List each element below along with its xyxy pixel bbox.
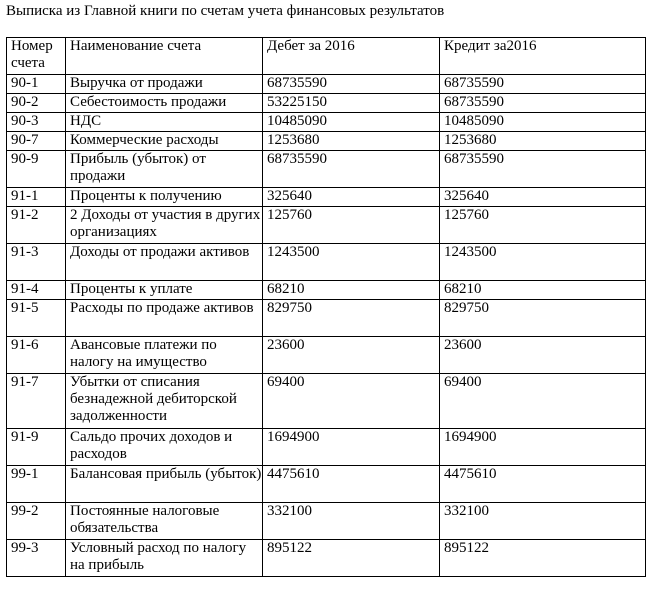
cell-credit: 4475610 bbox=[440, 466, 646, 503]
cell-credit: 68735590 bbox=[440, 151, 646, 188]
cell-debit: 125760 bbox=[263, 207, 440, 244]
cell-credit: 895122 bbox=[440, 540, 646, 577]
cell-account-name: Условный расход по налогу на прибыль bbox=[66, 540, 263, 577]
cell-credit: 68735590 bbox=[440, 94, 646, 113]
table-header-row bbox=[7, 38, 646, 75]
cell-account-number: 91-1 bbox=[7, 188, 66, 207]
cell-account-number: 99-3 bbox=[7, 540, 66, 577]
cell-account-number: 91-7 bbox=[7, 374, 66, 429]
cell-account-number: 90-1 bbox=[7, 75, 66, 94]
cell-account-number: 90-2 bbox=[7, 94, 66, 113]
cell-debit: 10485090 bbox=[263, 113, 440, 132]
cell-account-name: Постоянные налоговые обязательства bbox=[66, 503, 263, 540]
cell-debit: 1694900 bbox=[263, 429, 440, 466]
table-row bbox=[7, 207, 646, 244]
table-body bbox=[7, 75, 646, 577]
cell-account-name: Проценты к уплате bbox=[66, 281, 263, 300]
cell-account-number: 90-7 bbox=[7, 132, 66, 151]
cell-account-name: Авансовые платежи по налогу на имущество bbox=[66, 337, 263, 374]
table-row bbox=[7, 151, 646, 188]
cell-account-number: 91-6 bbox=[7, 337, 66, 374]
cell-account-name: Убытки от списания безнадежной дебиторской задолженности bbox=[66, 374, 263, 429]
table-row bbox=[7, 503, 646, 540]
cell-account-name: Прибыль (убыток) от продажи bbox=[66, 151, 263, 188]
cell-account-name: Выручка от продажи bbox=[66, 75, 263, 94]
table-row bbox=[7, 429, 646, 466]
ledger-table bbox=[6, 37, 646, 577]
cell-debit: 68735590 bbox=[263, 151, 440, 188]
table-row bbox=[7, 94, 646, 113]
header-account-number: Номер счета bbox=[7, 38, 66, 75]
table-row bbox=[7, 132, 646, 151]
cell-account-number: 99-1 bbox=[7, 466, 66, 503]
cell-account-name: 2 Доходы от участия в других организациях bbox=[66, 207, 263, 244]
table-row bbox=[7, 113, 646, 132]
table-row bbox=[7, 188, 646, 207]
cell-debit: 69400 bbox=[263, 374, 440, 429]
cell-account-number: 91-5 bbox=[7, 300, 66, 337]
header-credit: Кредит за2016 bbox=[440, 38, 646, 75]
cell-account-number: 90-9 bbox=[7, 151, 66, 188]
cell-credit: 125760 bbox=[440, 207, 646, 244]
cell-credit: 332100 bbox=[440, 503, 646, 540]
cell-credit: 68210 bbox=[440, 281, 646, 300]
cell-debit: 23600 bbox=[263, 337, 440, 374]
cell-credit: 68735590 bbox=[440, 75, 646, 94]
header-debit: Дебет за 2016 bbox=[263, 38, 440, 75]
cell-credit: 1694900 bbox=[440, 429, 646, 466]
table-row bbox=[7, 466, 646, 503]
cell-account-name: Доходы от продажи активов bbox=[66, 244, 263, 281]
cell-account-name: Расходы по продаже активов bbox=[66, 300, 263, 337]
cell-account-number: 91-9 bbox=[7, 429, 66, 466]
cell-credit: 1243500 bbox=[440, 244, 646, 281]
cell-credit: 1253680 bbox=[440, 132, 646, 151]
cell-credit: 23600 bbox=[440, 337, 646, 374]
cell-debit: 1243500 bbox=[263, 244, 440, 281]
cell-credit: 69400 bbox=[440, 374, 646, 429]
cell-credit: 829750 bbox=[440, 300, 646, 337]
page-title: Выписка из Главной книги по счетам учета финансовых результатов bbox=[6, 3, 445, 19]
cell-credit: 325640 bbox=[440, 188, 646, 207]
table-row bbox=[7, 281, 646, 300]
cell-credit: 10485090 bbox=[440, 113, 646, 132]
table-row bbox=[7, 300, 646, 337]
cell-account-name: Балансовая прибыль (убыток) bbox=[66, 466, 263, 503]
cell-debit: 332100 bbox=[263, 503, 440, 540]
cell-debit: 829750 bbox=[263, 300, 440, 337]
cell-debit: 4475610 bbox=[263, 466, 440, 503]
cell-account-number: 91-2 bbox=[7, 207, 66, 244]
table-row bbox=[7, 244, 646, 281]
cell-debit: 68210 bbox=[263, 281, 440, 300]
cell-account-name: Сальдо прочих доходов и расходов bbox=[66, 429, 263, 466]
header-account-name: Наименование счета bbox=[66, 38, 263, 75]
table-row bbox=[7, 540, 646, 577]
cell-account-name: НДС bbox=[66, 113, 263, 132]
cell-account-number: 91-4 bbox=[7, 281, 66, 300]
table-row bbox=[7, 337, 646, 374]
cell-debit: 1253680 bbox=[263, 132, 440, 151]
cell-debit: 895122 bbox=[263, 540, 440, 577]
cell-account-name: Себестоимость продажи bbox=[66, 94, 263, 113]
table-row bbox=[7, 374, 646, 429]
cell-debit: 68735590 bbox=[263, 75, 440, 94]
cell-account-number: 99-2 bbox=[7, 503, 66, 540]
table-row bbox=[7, 75, 646, 94]
cell-debit: 53225150 bbox=[263, 94, 440, 113]
cell-account-number: 90-3 bbox=[7, 113, 66, 132]
cell-account-name: Проценты к получению bbox=[66, 188, 263, 207]
cell-account-number: 91-3 bbox=[7, 244, 66, 281]
cell-debit: 325640 bbox=[263, 188, 440, 207]
cell-account-name: Коммерческие расходы bbox=[66, 132, 263, 151]
